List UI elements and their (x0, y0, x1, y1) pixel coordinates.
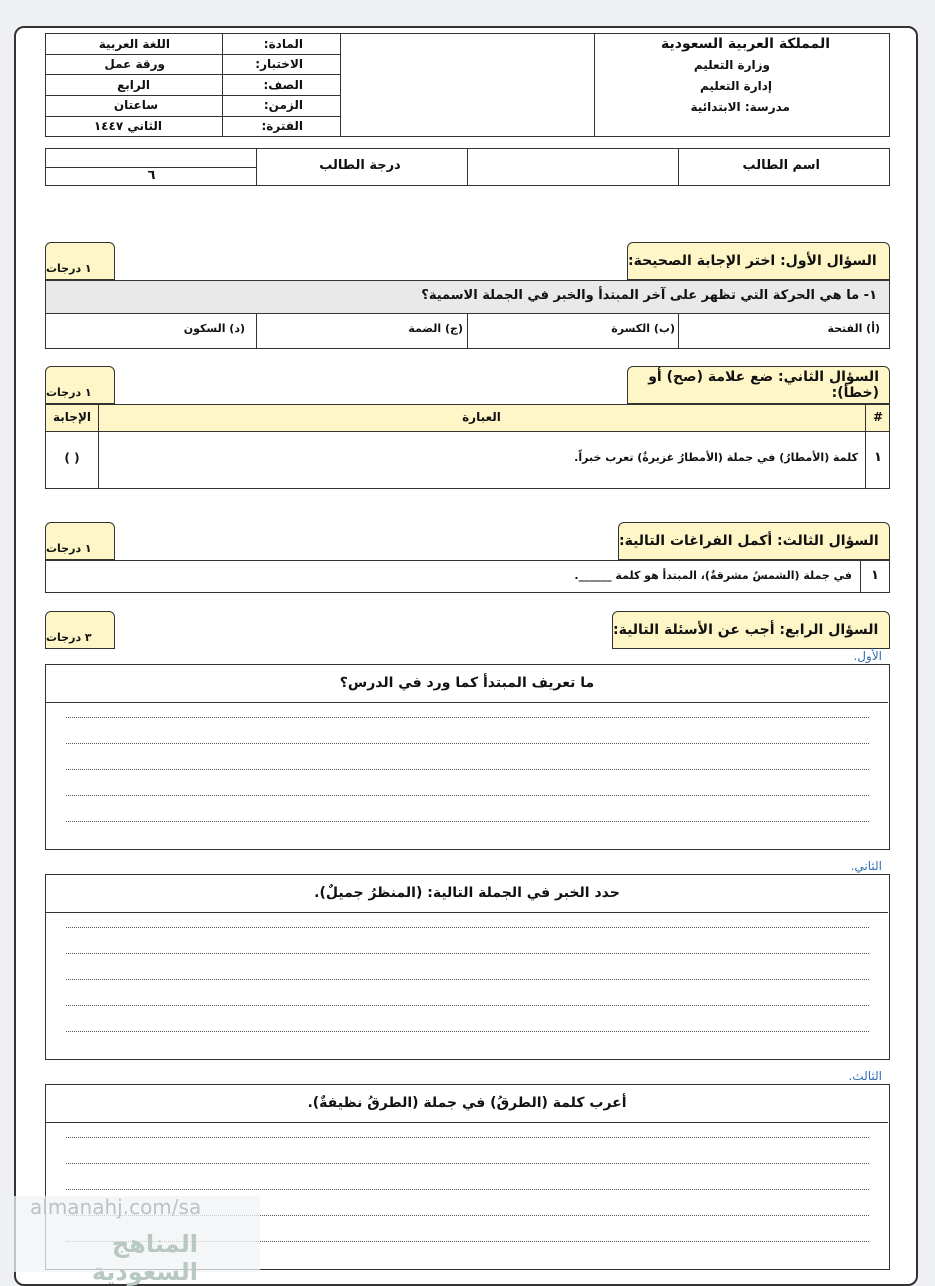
q1-option-c[interactable]: (ج) الضمة (408, 322, 463, 335)
q4-question-3: أعرب كلمة (الطرقُ) في جملة (الطرقُ نظيفةٌ). (46, 1085, 888, 1123)
q2-col-answer: الإجابة (53, 410, 91, 424)
q1-option-b[interactable]: (ب) الكسرة (611, 322, 675, 335)
ministry-line-3: إدارة التعليم (699, 79, 772, 93)
q4-header (612, 611, 890, 649)
q2-marks-badge (45, 366, 115, 404)
exam-label: الاختبار: (255, 57, 303, 71)
q1-option-a[interactable]: (أ) الفتحة (827, 322, 880, 335)
q2-title: السؤال الثاني: ضع علامة (صح) أو (خطأ): (648, 369, 879, 401)
watermark-arabic: المناهج السعودية (91, 1230, 198, 1286)
student-grade-field[interactable] (47, 150, 254, 166)
q3-row-num: ١ (871, 568, 879, 583)
q4-marks-badge (45, 611, 115, 649)
student-name-label: اسم الطالب (742, 158, 820, 173)
grade-total: ٦ (147, 168, 156, 183)
ministry-line-2: وزارة التعليم (693, 58, 770, 72)
q1-marks-badge (45, 242, 115, 280)
q3-blank-field[interactable] (550, 566, 610, 586)
time-value: ساعتان (113, 98, 158, 112)
q3-row-text: في جملة (الشمسُ مشرقةٌ)، المبتدأ هو كلمة ______. (574, 569, 852, 582)
q2-col-statement: العبارة (462, 410, 501, 424)
subject-value: اللغة العربية (98, 37, 170, 51)
q4-box-1 (45, 664, 890, 850)
student-grade-label: درجة الطالب (319, 158, 401, 173)
q2-row-num: ١ (874, 450, 882, 465)
q4-question-2: حدد الخبر في الجملة التالية: (المنظرُ جميلٌ). (46, 875, 888, 913)
q3-header (618, 522, 890, 560)
class-value: الرابع (117, 78, 150, 92)
q4-marks: ٣ درجات (46, 631, 92, 644)
term-value: الثاني ١٤٤٧ (93, 119, 162, 133)
q3-marks-badge (45, 522, 115, 560)
term-label: الفترة: (261, 119, 303, 133)
exam-value: ورقة عمل (104, 57, 165, 71)
q1-header (627, 242, 890, 280)
q4-question-1: ما تعريف المبتدأ كما ورد في الدرس؟ (46, 665, 888, 703)
q1-option-d[interactable]: (د) السكون (183, 322, 245, 335)
class-label: الصف: (263, 78, 303, 92)
watermark-latin: almanahj.com/sa (30, 1195, 202, 1219)
ministry-line-1: المملكة العربية السعودية (661, 36, 830, 52)
q2-col-num: # (872, 410, 884, 424)
q3-title: السؤال الثالث: أكمل الفراغات التالية: (619, 533, 879, 549)
time-label: الزمن: (263, 98, 303, 112)
q4-sub-3: الثالث. (848, 1069, 882, 1083)
q4-answer-2[interactable] (56, 917, 878, 1053)
q2-row-statement: كلمة (الأمطارُ) في جملة (الأمطارُ غزيرةٌ) تعرب خبراً. (574, 451, 858, 464)
q1-marks: ١ درجات (46, 262, 92, 275)
q2-header (627, 366, 890, 404)
student-name-field[interactable] (470, 150, 675, 184)
q4-box-2 (45, 874, 890, 1060)
q4-sub-1: الأول. (853, 649, 882, 663)
school-line: مدرسة: الابتدائية (690, 100, 790, 114)
q4-sub-2: الثاني. (850, 859, 882, 873)
q4-answer-1[interactable] (56, 707, 878, 843)
q2-answer-box[interactable]: ( ) (64, 451, 80, 465)
q4-title: السؤال الرابع: أجب عن الأسئلة التالية: (613, 622, 879, 638)
q3-marks: ١ درجات (46, 542, 92, 555)
q2-marks: ١ درجات (46, 386, 92, 399)
q1-title: السؤال الأول: اختر الإجابة الصحيحة: (628, 253, 877, 269)
q1-question: ١- ما هي الحركة التي تظهر على آخر المبتدأ والخبر في الجملة الاسمية؟ (46, 281, 889, 313)
subject-label: المادة: (263, 37, 303, 51)
